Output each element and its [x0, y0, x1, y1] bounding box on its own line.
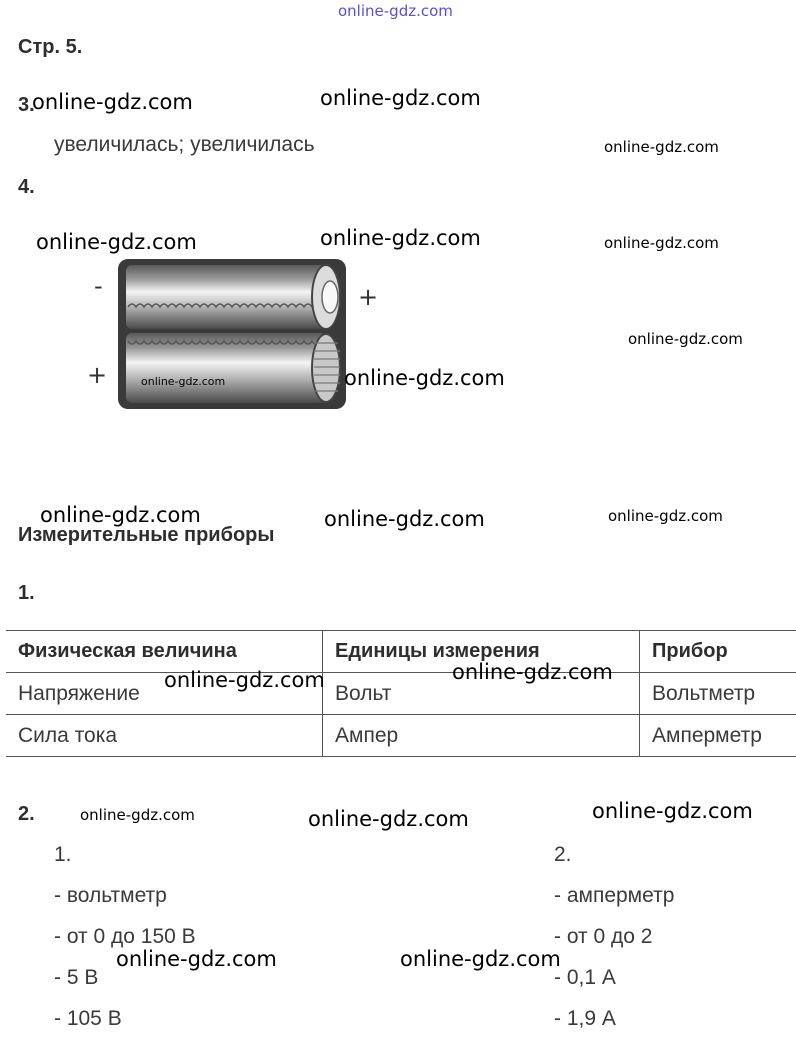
watermark: online-gdz.com: [308, 807, 469, 831]
table-cell: Амперметр: [640, 715, 796, 757]
q2-col1-line: - 105 В: [54, 1007, 122, 1030]
watermark: online-gdz.com: [141, 375, 226, 388]
battery-minus-sign: -: [94, 272, 103, 300]
watermark: online-gdz.com: [604, 234, 719, 252]
table-cell: Сила тока: [6, 715, 323, 757]
watermark: online-gdz.com: [320, 226, 481, 250]
watermark: online-gdz.com: [80, 806, 195, 824]
watermark: online-gdz.com: [36, 230, 197, 254]
battery-pack-illustration: [114, 255, 354, 415]
table-row: [6, 715, 796, 757]
q2-col1-line: - 5 В: [54, 966, 99, 989]
q2-col2-line: - 1,9 А: [554, 1007, 616, 1030]
table-row: [6, 673, 796, 715]
section-title: Измерительные приборы: [18, 524, 275, 546]
watermark: online-gdz.com: [320, 86, 481, 110]
watermark: online-gdz.com: [452, 660, 613, 684]
q2-col1-label: 1.: [54, 843, 72, 866]
table-cell: Вольт: [323, 673, 640, 715]
watermark-top: online-gdz.com: [338, 2, 453, 20]
q2-col1-line: - от 0 до 150 В: [54, 925, 196, 948]
watermark: online-gdz.com: [116, 947, 277, 971]
table-header-cell: Физическая величина: [6, 631, 323, 673]
q2-col2-line: - амперметр: [554, 884, 675, 907]
watermark: online-gdz.com: [400, 947, 561, 971]
table-cell: Ампер: [323, 715, 640, 757]
table-cell: Напряжение: [6, 673, 323, 715]
watermark: online-gdz.com: [604, 138, 719, 156]
watermark: online-gdz.com: [40, 503, 201, 527]
task3-number: 3.: [18, 94, 35, 116]
watermark: online-gdz.com: [164, 668, 325, 692]
q2-col2-label: 2.: [554, 843, 572, 866]
table-cell: Вольтметр: [640, 673, 796, 715]
task4-number: 4.: [18, 176, 35, 198]
q2-col2-line: - от 0 до 2: [554, 925, 653, 948]
watermark: online-gdz.com: [32, 90, 193, 114]
q1-number: 1.: [18, 582, 35, 604]
watermark: online-gdz.com: [628, 330, 743, 348]
watermark: online-gdz.com: [592, 799, 753, 823]
battery-plus-sign: +: [358, 283, 379, 311]
battery-cell-top: [126, 265, 326, 329]
task3-answer: увеличилась; увеличилась: [54, 133, 315, 156]
page-label: Стр. 5.: [18, 36, 83, 58]
watermark: online-gdz.com: [344, 366, 505, 390]
battery-plus-sign: +: [87, 361, 108, 389]
watermark: online-gdz.com: [608, 507, 723, 525]
q2-col2-line: - 0,1 А: [554, 966, 616, 989]
table-header-cell: Единицы измерения: [323, 631, 640, 673]
q2-col1-line: - вольтметр: [54, 884, 167, 907]
watermark: online-gdz.com: [324, 507, 485, 531]
table-header-row: [6, 631, 796, 673]
units-table: [6, 630, 796, 757]
q2-number: 2.: [18, 803, 35, 825]
table-header-cell: Прибор: [640, 631, 796, 673]
